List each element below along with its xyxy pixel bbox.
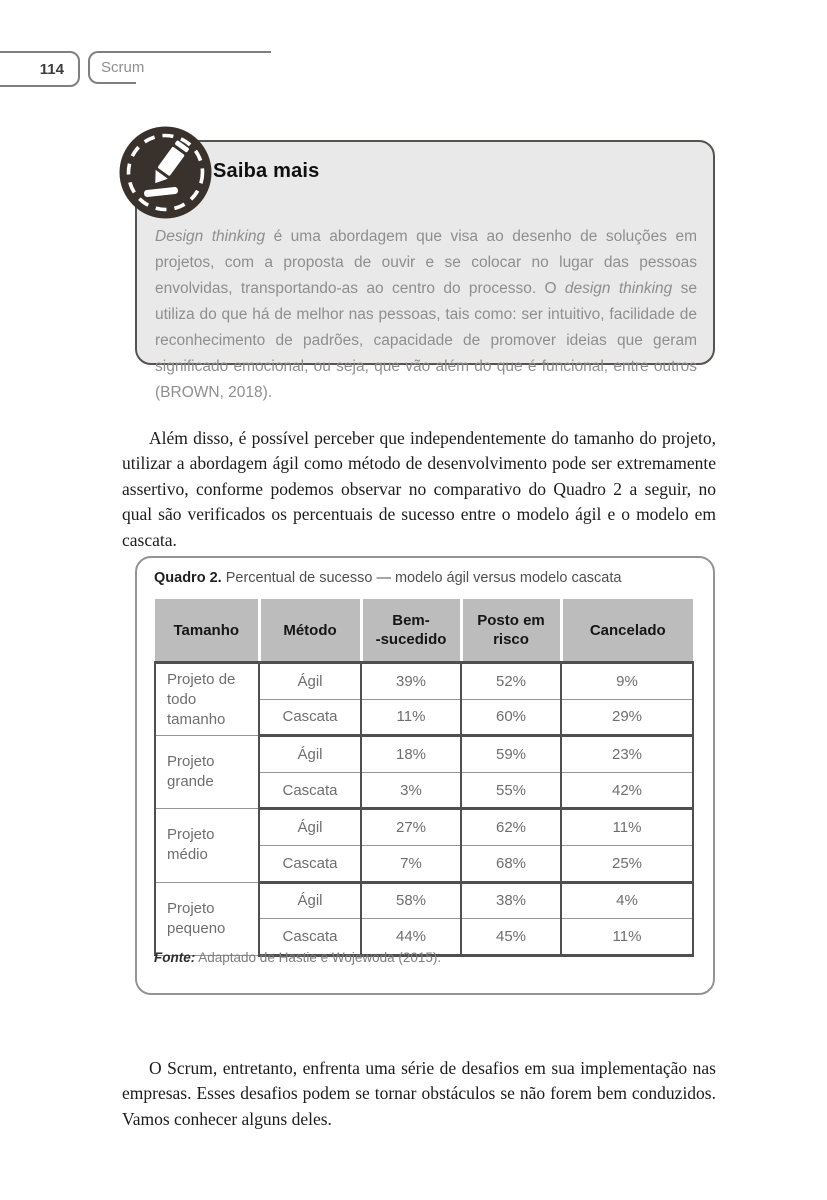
quadro-caption bbox=[154, 570, 621, 586]
saiba-body-text-2: se utiliza do que há de melhor nas pessoas, tais como: ser intuitivo, facilidade de reconhecimento de padrões, capacidade de promover ideias que geram significado emocional, ou seja, que vão além do que é funcional, entre outros (BROWN, 2018). bbox=[155, 280, 697, 401]
quadro-2-box bbox=[135, 556, 715, 995]
header-cancelado: Cancelado bbox=[561, 599, 693, 663]
fonte-label: Fonte: bbox=[154, 950, 196, 965]
table-row: Cascata 7% 68% 25% bbox=[155, 845, 693, 882]
saiba-mais-body bbox=[155, 224, 697, 406]
table-header-row bbox=[155, 599, 693, 663]
header-tamanho: Tamanho bbox=[155, 599, 259, 663]
quadro-caption-label: Quadro 2. bbox=[154, 570, 222, 586]
tamanho-cell: Projeto médio bbox=[155, 809, 259, 882]
header-metodo: Método bbox=[259, 599, 361, 663]
saiba-body-italic-2: design thinking bbox=[564, 280, 673, 297]
tamanho-cell: Projeto de todo tamanho bbox=[155, 663, 259, 736]
page-number: 114 bbox=[39, 60, 64, 78]
running-header-title: Scrum bbox=[101, 59, 145, 76]
quadro-caption-text: Percentual de sucesso — modelo ágil versus modelo cascata bbox=[221, 570, 622, 586]
table-row: Projeto médio Ágil 27% 62% 11% bbox=[155, 809, 693, 846]
saiba-mais-title: Saiba mais bbox=[213, 160, 320, 182]
running-header-tab bbox=[88, 51, 145, 84]
table-row: Projeto grande Ágil 18% 59% 23% bbox=[155, 736, 693, 773]
header-posto-em-risco: Posto em risco bbox=[461, 599, 561, 663]
table-row: Projeto pequeno Ágil 58% 38% 4% bbox=[155, 882, 693, 919]
header-bem-sucedido: Bem- -sucedido bbox=[361, 599, 461, 663]
saiba-body-italic-1: Design thinking bbox=[155, 228, 266, 245]
tamanho-cell: Projeto pequeno bbox=[155, 882, 259, 955]
table-row: Cascata 3% 55% 42% bbox=[155, 772, 693, 809]
success-rate-table bbox=[154, 599, 694, 957]
body-paragraph-2: O Scrum, entretanto, enfrenta uma série de desafios em sua implementação nas empresas. Esses desafios podem se tornar obstáculos se não forem bem conduzidos. Vamos conhecer alguns deles. bbox=[122, 1057, 716, 1129]
fonte-text: Adaptado de Hastie e Wojewoda (2015). bbox=[195, 950, 442, 965]
pencil-icon bbox=[118, 125, 213, 220]
body-paragraph-1: Além disso, é possível perceber que independentemente do tamanho do projeto, utilizar a abordagem ágil como método de desenvolvimento pode ser extremamente assertivo, conforme podemos observar no comparativo do Quadro 2 a seguir, no qual são verificados os percentuais de sucesso entre o modelo ágil e o modelo em cascata. bbox=[122, 427, 716, 550]
tamanho-cell: Projeto grande bbox=[155, 736, 259, 809]
saiba-body-text-1: é uma abordagem que visa ao desenho de soluções em projetos, com a proposta de ouvir e se colocar no lugar das pessoas envolvidas, transportando-as ao centro do processo. O bbox=[155, 228, 697, 297]
table-source-note bbox=[154, 950, 441, 965]
table-row: Cascata 44% 45% 11% bbox=[155, 919, 693, 956]
running-header-rule bbox=[134, 51, 271, 53]
saiba-mais-box bbox=[135, 140, 715, 401]
table-row: Projeto de todo tamanho Ágil 39% 52% 9% bbox=[155, 663, 693, 700]
page-number-box bbox=[0, 51, 80, 87]
table-row: Cascata 11% 60% 29% bbox=[155, 699, 693, 736]
